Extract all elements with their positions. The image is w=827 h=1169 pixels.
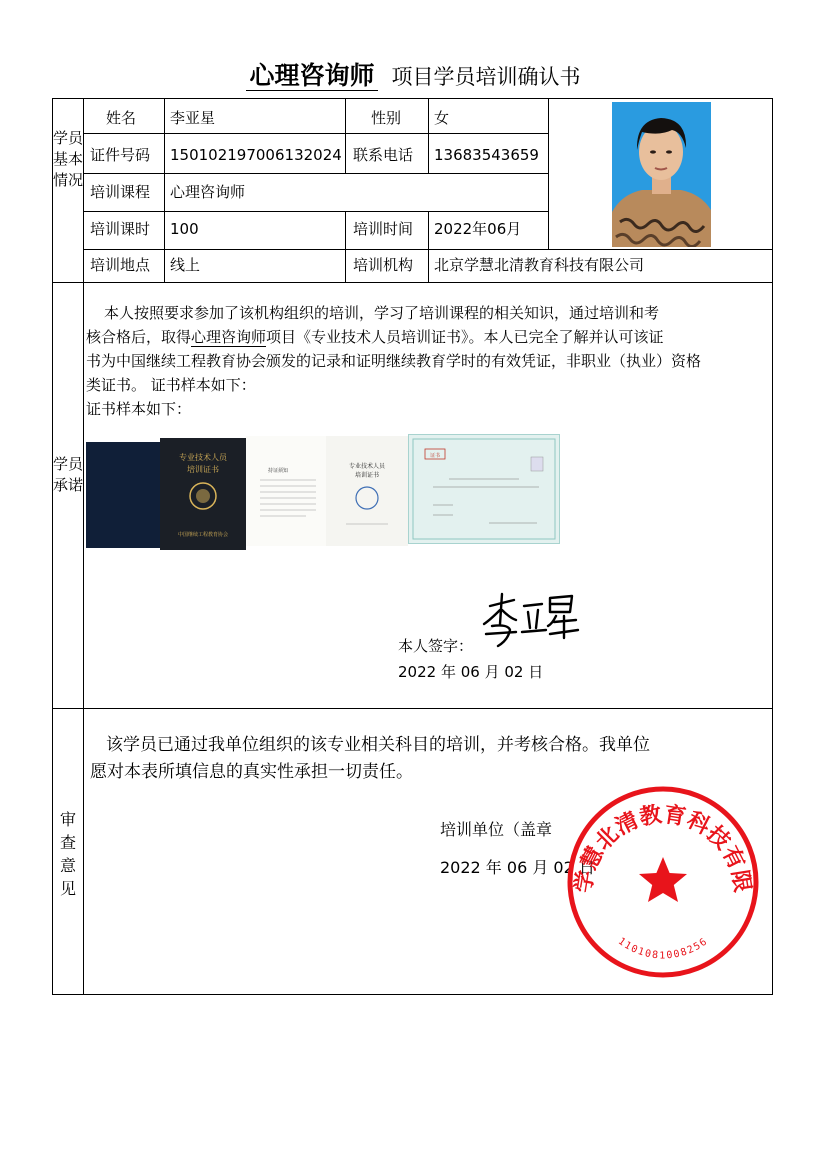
side-column-divider: [83, 99, 84, 994]
title-course: 心理咨询师: [246, 61, 377, 91]
promise-line-1: 本人按照要求参加了该机构组织的培训，学习了培训课程的相关知识，通过培训和考: [104, 304, 660, 322]
section-divider: [53, 282, 772, 283]
column-divider: [164, 99, 165, 282]
certificate-inner-sample: [246, 436, 408, 546]
section-divider: [53, 708, 772, 709]
signature-date: 2022 年 06 月 02 日: [398, 663, 544, 681]
student-photo: [612, 102, 711, 247]
review-date: 2022 年 06 月 02 日: [440, 858, 595, 877]
org-label: 培训机构: [353, 256, 414, 274]
inner-title-2: 培训证书: [354, 472, 380, 479]
cover-bottom-text: 中国继续工程教育协会: [177, 532, 229, 538]
column-divider: [345, 211, 346, 282]
column-divider: [548, 99, 549, 249]
column-divider: [428, 211, 429, 282]
org-value: 北京学慧北清教育科技有限公司: [434, 256, 645, 274]
place-label: 培训地点: [90, 256, 151, 274]
gender-label: 性别: [371, 109, 402, 127]
hours-value: 100: [170, 220, 199, 238]
course-value: 心理咨询师: [170, 183, 246, 201]
id-label: 证件号码: [90, 146, 151, 164]
inner-title-1: 专业技术人员: [348, 463, 386, 470]
gender-value: 女: [434, 109, 450, 127]
certificate-page-sample: [408, 434, 560, 544]
seal-star-icon: [639, 857, 687, 902]
signature-label: 本人签字：: [398, 637, 474, 655]
cover-title-2: 培训证书: [187, 465, 219, 474]
phone-value: 13683543659: [434, 146, 539, 164]
column-divider: [345, 99, 346, 173]
review-line-2: 愿对本表所填信息的真实性承担一切责任。: [90, 762, 413, 782]
name-label: 姓名: [106, 109, 137, 127]
row-divider: [83, 211, 548, 212]
hours-label: 培训课时: [90, 220, 151, 238]
promise-line-2: [86, 325, 664, 349]
review-unit-label: 培训单位（盖章: [440, 820, 553, 839]
review-line-1: 该学员已通过我单位组织的该专业相关科目的培训，并考核合格。我单位: [106, 735, 650, 755]
seal-org-text: 学慧北清教育科技有限: [570, 801, 756, 895]
section-label-basic: 学员基本情况: [53, 129, 84, 189]
certificate-cover-sample: [86, 438, 246, 550]
section-label-review: 审查意见: [59, 810, 76, 898]
stamp-text: 证书: [429, 453, 441, 459]
section-label-promise: 学员承诺: [53, 455, 84, 494]
id-value: 150102197006132024: [170, 146, 342, 164]
title-suffix: 项目学员培训确认书: [391, 65, 581, 89]
handwritten-signature: [478, 590, 588, 654]
promise-line-2-post: 项目《专业技术人员培训证书》。本人已完全了解并认可该证: [266, 328, 664, 346]
promise-line-4: 类证书。 证书样本如下：: [86, 376, 256, 394]
promise-line-3: 书为中国继续工程教育协会颁发的记录和证明继续教育学时的有效凭证，非职业（执业）资格: [86, 352, 702, 370]
column-divider: [428, 99, 429, 173]
time-value: 2022年06月: [434, 220, 522, 238]
notes-title: 持证须知: [268, 468, 289, 474]
promise-line-5: 证书样本如下：: [86, 400, 192, 418]
name-value: 李亚星: [170, 109, 216, 127]
phone-label: 联系电话: [353, 146, 414, 164]
portrait-image: [612, 102, 711, 247]
seal-code-text: 1101081008256: [615, 935, 711, 962]
cover-title-1: 专业技术人员: [179, 453, 227, 462]
page-title: [0, 56, 827, 92]
row-divider: [83, 133, 548, 134]
promise-course-underlined: 心理咨询师: [191, 328, 267, 346]
row-divider: [83, 173, 548, 174]
promise-line-2-pre: 核合格后，取得: [86, 328, 192, 346]
time-label: 培训时间: [353, 220, 414, 238]
official-seal: [565, 784, 761, 980]
place-value: 线上: [170, 256, 201, 274]
course-label: 培训课程: [90, 183, 151, 201]
